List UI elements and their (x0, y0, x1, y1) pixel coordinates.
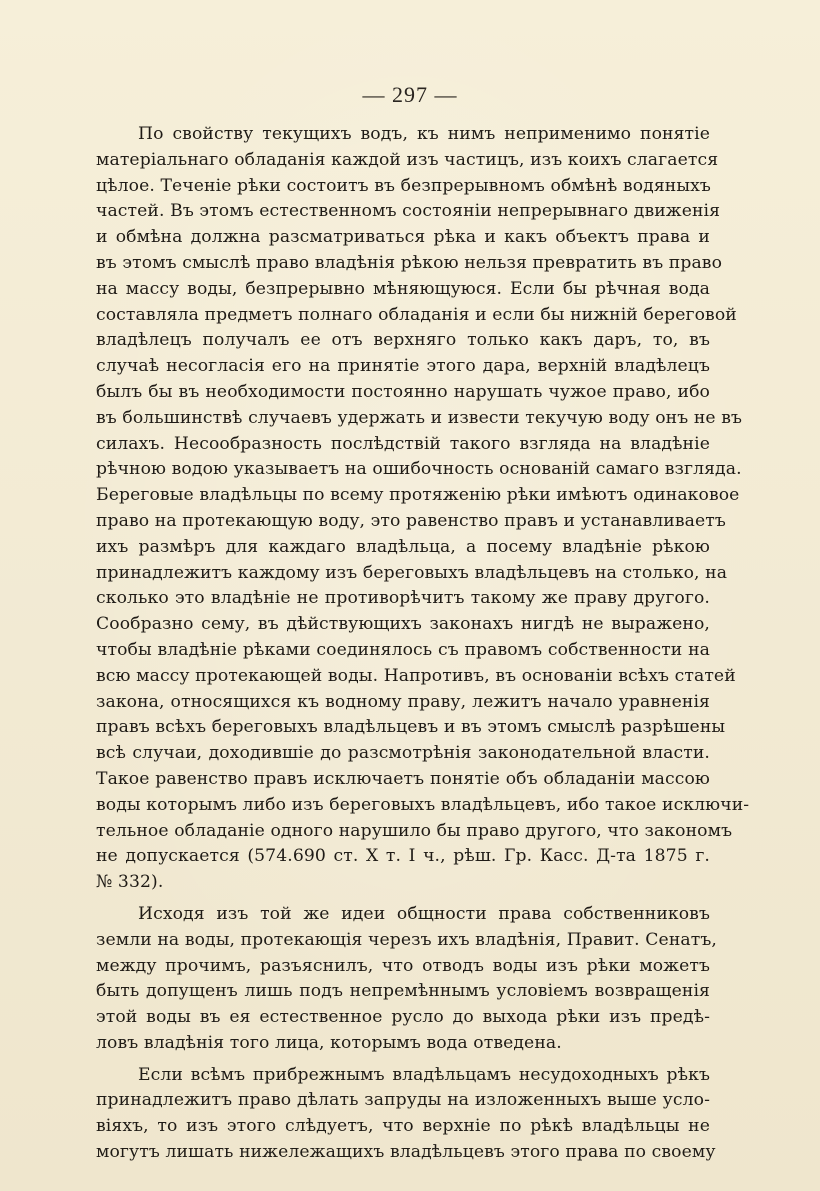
text-line: на массу воды, безпрерывно мѣняющуюся. Если бы рѣчная вода (96, 278, 710, 299)
text-line: случаѣ несогласія его на принятіе этого дара, верхній владѣлецъ (96, 356, 710, 377)
text-line: былъ бы въ необходимости постоянно нарушать чужое право, ибо (96, 381, 710, 402)
text-line: № 332). (96, 872, 164, 893)
text-line: сколько это владѣніе не противорѣчитъ такому же праву другого. (96, 588, 710, 609)
text-line: всѣ случаи, доходившіе до разсмотрѣнія законодательной власти. (96, 743, 710, 764)
text-line: По свойству текущихъ водъ, къ нимъ неприменимо понятіе (138, 124, 710, 144)
text-line: принадлежитъ право дѣлать запруды на изложенныхъ выше усло- (96, 1090, 710, 1111)
text-line: віяхъ, то изъ этого слѣдуетъ, что верхніе по рѣкѣ владѣльцы не (96, 1116, 710, 1137)
text-line: въ большинствѣ случаевъ удержать и извести текучую воду онъ не въ (96, 407, 743, 428)
text-line: земли на воды, протекающія черезъ ихъ владѣнія, Правит. Сенатъ, (96, 929, 717, 950)
text-line: правъ всѣхъ береговыхъ владѣльцевъ и въ этомъ смыслѣ разрѣшены (96, 717, 726, 738)
text-line: чтобы владѣніе рѣками соединялось съ правомъ собственности на (96, 639, 710, 660)
body-text (96, 122, 750, 1166)
text-line: принадлежитъ каждому изъ береговыхъ владѣльцевъ на столько, на (96, 562, 728, 583)
text-line: владѣлецъ получалъ ее отъ верхняго только какъ даръ, то, въ (96, 330, 710, 351)
text-line: воды которымъ либо изъ береговыхъ владѣльцевъ, ибо такое исключи- (96, 794, 750, 815)
page-number: — 297 — (362, 82, 458, 107)
text-line: рѣчною водою указываетъ на ошибочность основаній самаго взгляда. (96, 459, 742, 480)
text-line: и обмѣна должна разсматриваться рѣка и какъ объектъ права и (96, 227, 710, 248)
text-line: Если всѣмъ прибрежнымъ владѣльцамъ несудоходныхъ рѣкъ (138, 1064, 710, 1085)
text-line: матеріальнаго обладанія каждой изъ частицъ, изъ коихъ слагается (96, 149, 719, 170)
text-line: право на протекающую воду, это равенство правъ и устанавливаетъ (96, 510, 726, 531)
text-line: не допускается (574.690 ст. X т. I ч., рѣш. Гр. Касс. Д-та 1875 г. (96, 846, 710, 867)
text-line: ловъ владѣнія того лица, которымъ вода отведена. (96, 1032, 562, 1053)
text-line: составляла предметъ полнаго обладанія и если бы нижній береговой (96, 304, 737, 325)
text-line: могутъ лишать нижележащихъ владѣльцевъ этого права по своему (96, 1142, 716, 1163)
text-line: частей. Въ этомъ естественномъ состояніи непрерывнаго движенія (96, 201, 721, 222)
text-line: тельное обладаніе одного нарушило бы право другого, что закономъ (96, 820, 733, 841)
text-line: Исходя изъ той же идеи общности права собственниковъ (138, 903, 710, 924)
text-line: всю массу протекающей воды. Напротивъ, въ основаніи всѣхъ статей (96, 665, 736, 686)
text-line: въ этомъ смыслѣ право владѣнія рѣкою нельзя превратить въ право (96, 252, 723, 273)
text-line: быть допущенъ лишь подъ непремѣннымъ условіемъ возвращенія (96, 981, 710, 1002)
text-line: между прочимъ, разъяснилъ, что отводъ воды изъ рѣки можетъ (96, 955, 710, 976)
text-line: Береговые владѣльцы по всему протяженію рѣки имѣютъ одинаковое (96, 485, 740, 506)
text-line: цѣлое. Теченіе рѣки состоитъ въ безпрерывномъ обмѣнѣ водяныхъ (96, 175, 711, 196)
text-line: ихъ размѣръ для каждаго владѣльца, а посему владѣніе рѣкою (96, 536, 710, 557)
text-line: закона, относящихся къ водному праву, лежитъ начало уравненія (96, 691, 710, 712)
text-line: этой воды въ ея естественное русло до выхода рѣки изъ предѣ- (96, 1007, 710, 1028)
text-line: Такое равенство правъ исключаетъ понятіе объ обладаніи массою (96, 768, 710, 789)
text-line: силахъ. Несообразность послѣдствій такого взгляда на владѣніе (96, 433, 710, 454)
text-line: Сообразно сему, въ дѣйствующихъ законахъ нигдѣ не выражено, (96, 614, 710, 635)
